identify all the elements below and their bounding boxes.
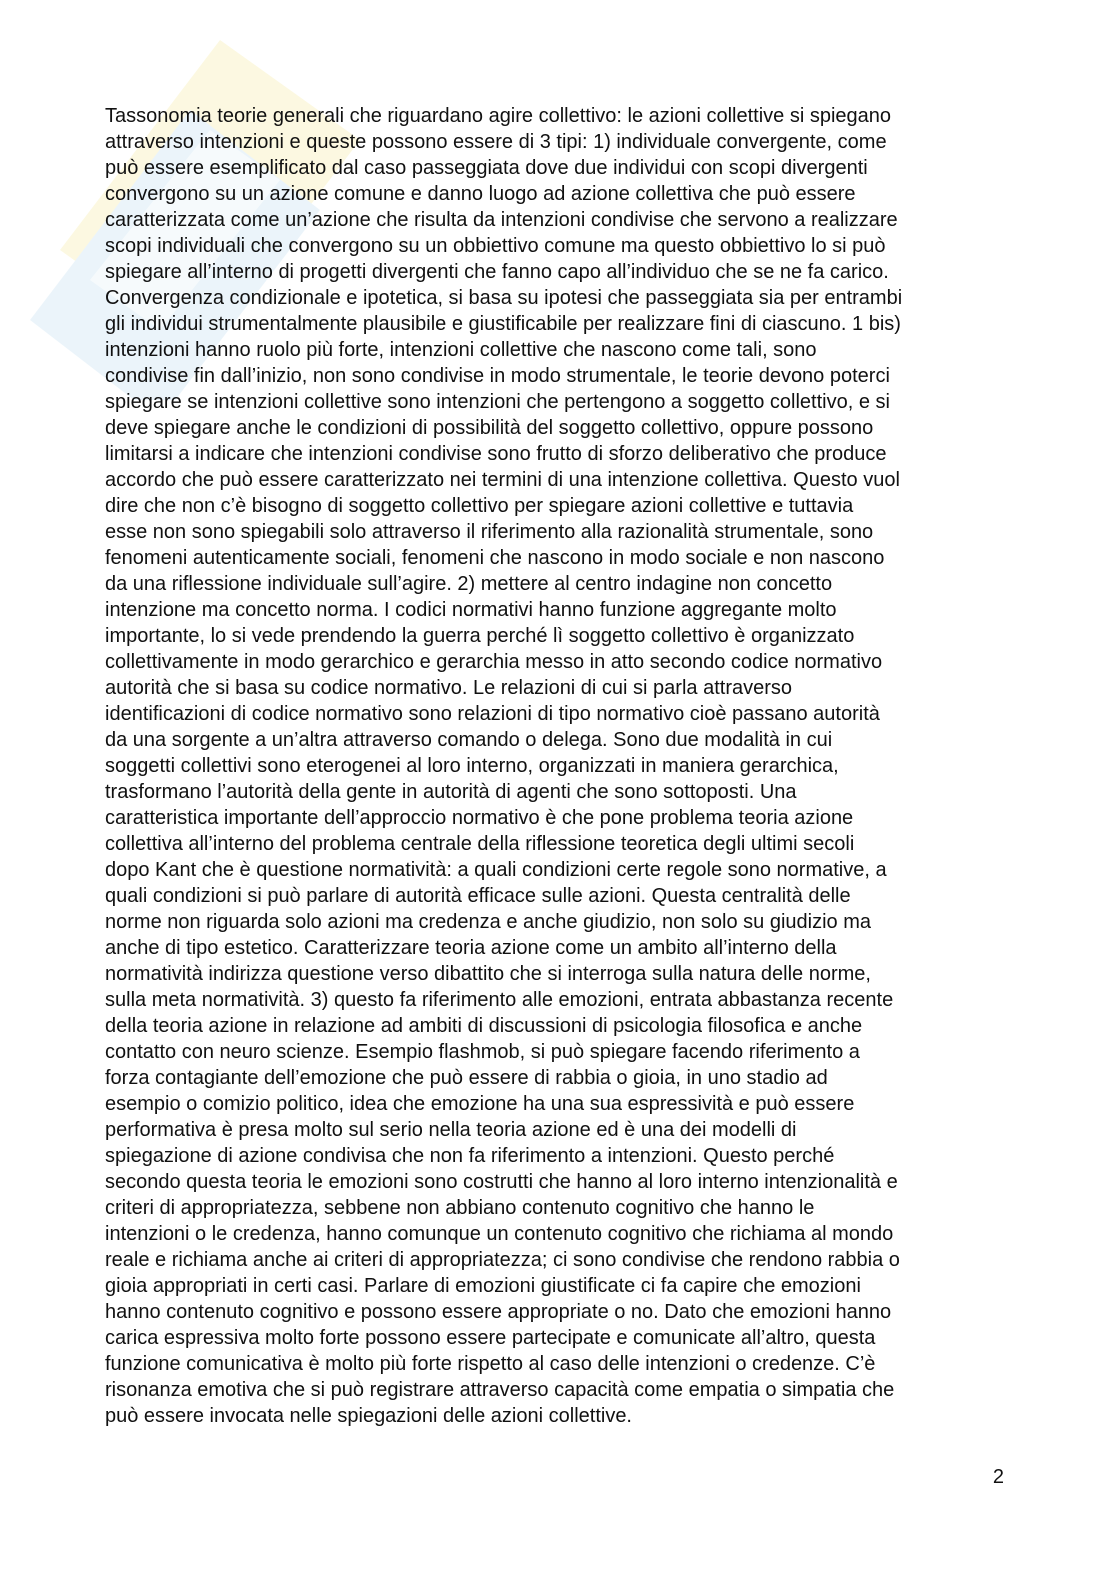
text-line: convergono su un azione comune e danno luogo ad azione collettiva che può essere [105, 183, 856, 205]
text-line: gli individui strumentalmente plausibile e giustificabile per realizzare fini di ciascuno. 1 bis) [105, 313, 901, 335]
text-line: importante, lo si vede prendendo la guerra perché lì soggetto collettivo è organizzato [105, 625, 855, 647]
text-line: intenzioni hanno ruolo più forte, intenzioni collettive che nascono come tali, sono [105, 339, 817, 361]
text-line: spiegare se intenzioni collettive sono intenzioni che pertengono a soggetto collettivo, e si [105, 391, 890, 413]
text-line: soggetti collettivi sono eterogenei al loro interno, organizzati in maniera gerarchica, [105, 755, 839, 777]
text-line: dire che non c’è bisogno di soggetto collettivo per spiegare azioni collettive e tuttavia [105, 495, 854, 517]
text-line: accordo che può essere caratterizzato nei termini di una intenzione collettiva. Questo vuol [105, 469, 900, 491]
text-line: trasformano l’autorità della gente in autorità di agenti che sono sottoposti. Una [105, 781, 797, 803]
text-line: condivise fin dall’inizio, non sono condivise in modo strumentale, le teorie devono poterci [105, 365, 890, 387]
text-line: quali condizioni si può parlare di autorità efficace sulle azioni. Questa centralità delle [105, 885, 851, 907]
text-line: deve spiegare anche le condizioni di possibilità del soggetto collettivo, oppure possono [105, 417, 874, 439]
text-line: forza contagiante dell’emozione che può essere di rabbia o gioia, in uno stadio ad [105, 1067, 828, 1089]
text-line: spiegare all’interno di progetti divergenti che fanno capo all’individuo che se ne fa carico. [105, 261, 889, 283]
text-line: secondo questa teoria le emozioni sono costrutti che hanno al loro interno intenzionalità e [105, 1171, 898, 1193]
text-line: criteri di appropriatezza, sebbene non abbiano contenuto cognitivo che hanno le [105, 1197, 815, 1219]
text-line: Convergenza condizionale e ipotetica, si basa su ipotesi che passeggiata sia per entrambi [105, 287, 903, 309]
text-line: performativa è presa molto sul serio nella teoria azione ed è una dei modelli di [105, 1119, 797, 1141]
text-line: da una riflessione individuale sull’agire. 2) mettere al centro indagine non concetto [105, 573, 833, 595]
text-line: sulla meta normatività. 3) questo fa riferimento alle emozioni, entrata abbastanza recente [105, 989, 894, 1011]
text-line: intenzione ma concetto norma. I codici normativi hanno funzione aggregante molto [105, 599, 837, 621]
text-line: collettiva all’interno del problema centrale della riflessione teoretica degli ultimi secoli [105, 833, 855, 855]
text-line: limitarsi a indicare che intenzioni condivise sono frutto di sforzo deliberativo che produce [105, 443, 887, 465]
text-line: identificazioni di codice normativo sono relazioni di tipo normativo cioè passano autorità [105, 703, 880, 725]
text-line: collettivamente in modo gerarchico e gerarchia messo in atto secondo codice normativo [105, 651, 883, 673]
text-line: scopi individuali che convergono su un obbiettivo comune ma questo obbiettivo lo si può [105, 235, 886, 257]
text-line: funzione comunicativa è molto più forte rispetto al caso delle intenzioni o credenze. C’è [105, 1353, 876, 1375]
text-line: esempio o comizio politico, idea che emozione ha una sua espressività e può essere [105, 1093, 855, 1115]
text-line: anche di tipo estetico. Caratterizzare teoria azione come un ambito all’interno della [105, 937, 837, 959]
text-line: attraverso intenzioni e queste possono essere di 3 tipi: 1) individuale convergente, come [105, 131, 887, 153]
text-line: può essere esemplificato dal caso passeggiata dove due individui con scopi divergenti [105, 157, 868, 179]
text-line: caratteristica importante dell’approccio normativo è che pone problema teoria azione [105, 807, 854, 829]
text-line: gioia appropriati in certi casi. Parlare di emozioni giustificate ci fa capire che emozioni [105, 1275, 861, 1297]
text-line: reale e richiama anche ai criteri di appropriatezza; ci sono condivise che rendono rabbia o [105, 1249, 900, 1271]
text-line: da una sorgente a un’altra attraverso comando o delega. Sono due modalità in cui [105, 729, 833, 751]
text-line: fenomeni autenticamente sociali, fenomeni che nascono in modo sociale e non nascono [105, 547, 885, 569]
document-body [105, 103, 1005, 1429]
text-line: normatività indirizza questione verso dibattito che si interroga sulla natura delle norme, [105, 963, 871, 985]
text-line: norme non riguarda solo azioni ma credenza e anche giudizio, non solo su giudizio ma [105, 911, 872, 933]
text-line: della teoria azione in relazione ad ambiti di discussioni di psicologia filosofica e anche [105, 1015, 863, 1037]
page-number: 2 [992, 1466, 1004, 1488]
text-line: risonanza emotiva che si può registrare attraverso capacità come empatia o simpatia che [105, 1379, 895, 1401]
text-line: può essere invocata nelle spiegazioni delle azioni collettive. [105, 1405, 632, 1427]
text-line: dopo Kant che è questione normatività: a quali condizioni certe regole sono normative, a [105, 859, 887, 881]
text-line: esse non sono spiegabili solo attraverso il riferimento alla razionalità strumentale, sono [105, 521, 874, 543]
text-line: autorità che si basa su codice normativo. Le relazioni di cui si parla attraverso [105, 677, 793, 699]
text-line: carica espressiva molto forte possono essere partecipate e comunicate all’altro, questa [105, 1327, 876, 1349]
text-line: Tassonomia teorie generali che riguardano agire collettivo: le azioni collettive si spiegano [105, 105, 892, 127]
text-line: spiegazione di azione condivisa che non fa riferimento a intenzioni. Questo perché [105, 1145, 835, 1167]
text-line: contatto con neuro scienze. Esempio flashmob, si può spiegare facendo riferimento a [105, 1041, 860, 1063]
text-line: intenzioni o le credenza, hanno comunque un contenuto cognitivo che richiama al mondo [105, 1223, 894, 1245]
text-line: caratterizzata come un’azione che risulta da intenzioni condivise che servono a realizzare [105, 209, 898, 231]
text-line: hanno contenuto cognitivo e possono essere appropriate o no. Dato che emozioni hanno [105, 1301, 892, 1323]
